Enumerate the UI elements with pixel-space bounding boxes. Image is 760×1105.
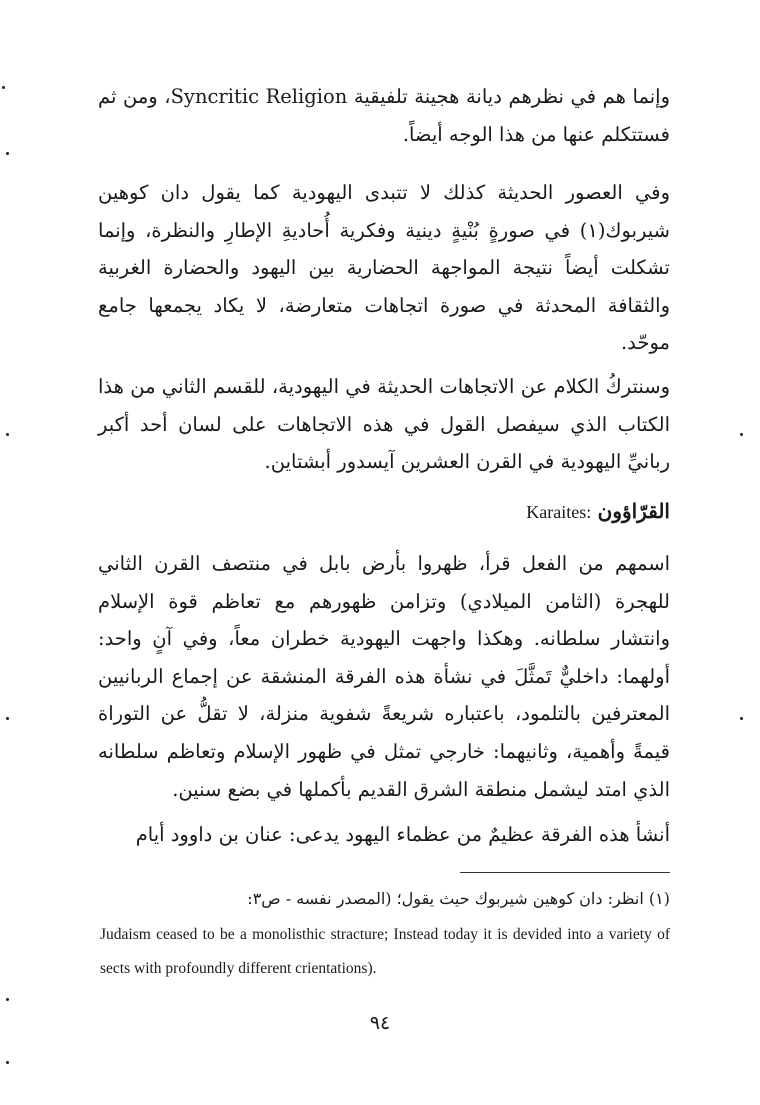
margin-mark [740, 717, 743, 720]
paragraph-2: وفي العصور الحديثة كذلك لا تتبدى اليهودية كما يقول دان كوهين شيربوك(١) في صورةٍ بُنْيةٍ دينية وفكرية أُحاديةِ الإطارِ والنظرة، وإنما تشكلت أيضاً نتيجة المواجهة الحضارية بين اليهود والحضارة الغربية والثقافة المحدثة في صورة اتجاهات متعارضة، لا يكاد يجمعها جامع موحّد. [98, 181, 670, 355]
footnote-arabic: (١) انظر: دان كوهين شيربوك حيث يقول؛ (المصدر نفسه - ص٣: [247, 889, 670, 908]
paragraph-4: اسمهم من الفعل قرأ، ظهروا بأرض بابل في منتصف القرن الثاني للهجرة (الثامن الميلادي) وتزامن ظهورهم مع تعاظم قوة الإسلام وانتشار سلطانه. وهكذا واجهت اليهودية خطران معاً، وفي آنٍ واحد: أولهما: داخليٌّ تَمثَّلَ في نشأة هذه الفرقة المنشقة عن إجماع الربانيين المعترفين بالتلمود، باعتباره شريعةً شفوية منزلة، لا تقلُّ عن التوراة قيمةً وأهمية، وثانيهما: خارجي تمثل في ظهور الإسلام وتعاظم سلطانه الذي امتد ليشمل منطقة الشرق القديم بأكملها في بضع سنين. [98, 552, 670, 801]
margin-mark [6, 1061, 9, 1064]
footnote-english: Judaism ceased to be a monolisthic stracture; Instead today it is devided into a variety of sects with profoundly different crientations). [100, 926, 670, 977]
margin-mark [740, 433, 743, 436]
section-heading-english: :Karaites [526, 502, 592, 522]
margin-mark [2, 86, 5, 89]
footnote-divider [460, 872, 670, 873]
paragraph-5: أنشأ هذه الفرقة عظيمٌ من عظماء اليهود يدعى: عنان بن داوود أيام [135, 823, 670, 846]
paragraph-3: وسنتركُ الكلام عن الاتجاهات الحديثة في اليهودية، للقسم الثاني من هذا الكتاب الذي سيفصل القول في هذه الاتجاهات على لسان أحد أكبر ربانيِّ اليهودية في القرن العشرين آيسدور أبشتاين. [98, 375, 670, 474]
margin-mark [6, 152, 9, 155]
section-heading [526, 496, 670, 527]
margin-mark [6, 998, 9, 1001]
margin-mark [6, 717, 9, 720]
page-number: ٩٤ [369, 1012, 391, 1034]
margin-mark [6, 433, 9, 436]
section-heading-arabic: القرّاؤون [597, 499, 670, 523]
paragraph-1: وإنما هم في نظرهم ديانة هجينة تلفيقية Syncritic Religion، ومن ثم فستتكلم عنها من هذا الوجه أيضاً. [98, 85, 670, 146]
